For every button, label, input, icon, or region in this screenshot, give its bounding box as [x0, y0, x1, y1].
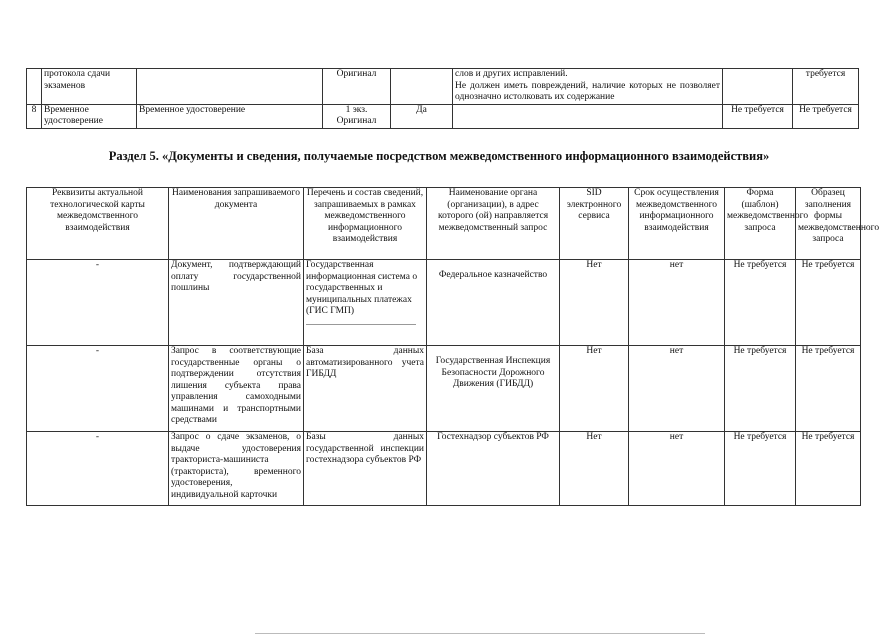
document-form-cell: [323, 104, 391, 128]
header-cell: Срок осуществления межведомственного информационного взаимодействия: [629, 188, 725, 260]
request-form-cell: Не требуется: [725, 432, 796, 506]
requested-info-cell: [304, 260, 427, 346]
header-cell: Образец заполнения формы межведомственного запроса: [796, 188, 861, 260]
header-cell: Наименование органа (организации), в адрес которого (ой) направляется межведомственный запрос: [427, 188, 560, 260]
document-name-cell: Временное удостоверение: [42, 104, 137, 128]
requested-document-cell: Документ, подтверждающий оплату государственной пошлины: [169, 260, 304, 346]
requisites-cell: -: [27, 432, 169, 506]
table-row: [27, 346, 861, 432]
sid-cell: Нет: [560, 432, 629, 506]
term-cell: нет: [629, 260, 725, 346]
sid-cell: Нет: [560, 260, 629, 346]
table-row: [27, 432, 861, 506]
previous-section-table: [26, 68, 859, 129]
table-row: [27, 104, 859, 128]
requested-document-cell: Запрос о сдаче экзаменов, о выдаче удостоверения тракториста-машиниста (тракториста), временного удостоверения, индивидуальной карточки: [169, 432, 304, 506]
template-cell: Не требуется: [723, 104, 793, 128]
requested-info-cell: Базы данных государственной инспекции гостехнадзора субъектов РФ: [304, 432, 427, 506]
sample-cell: требуется: [793, 69, 859, 105]
recipient-organization-cell: Гостехнадзор субъектов РФ: [427, 432, 560, 506]
interagency-table: [26, 187, 879, 506]
quantity-text: 1 экз.: [345, 104, 368, 115]
requirements-cell: [453, 69, 723, 105]
requested-info-cell: База данных автоматизированного учета ГИБДД: [304, 346, 427, 432]
request-form-cell: Не требуется: [725, 260, 796, 346]
condition-cell: [391, 69, 453, 105]
document-type-cell: [137, 69, 323, 105]
sid-cell: Нет: [560, 346, 629, 432]
condition-cell: Да: [391, 104, 453, 128]
form-text: Оригинал: [336, 116, 377, 126]
row-number-cell: 8: [27, 104, 42, 128]
header-cell: Наименования запрашиваемого документа: [169, 188, 304, 260]
header-cell: SID электронного сервиса: [560, 188, 629, 260]
requested-info-text: Государственная информационная система о государственных и муниципальных платежах (ГИС ГМП): [306, 260, 418, 316]
request-sample-cell: Не требуется: [796, 260, 861, 346]
section-title: Раздел 5. «Документы и сведения, получаемые посредством межведомственного информационного взаимодействия»: [108, 149, 770, 163]
table-header-row: [27, 188, 861, 260]
table-row: [27, 260, 861, 346]
requirements-line-1: слов и других исправлений.: [455, 69, 568, 79]
document-type-cell: Временное удостоверение: [137, 104, 323, 128]
template-cell: [723, 69, 793, 105]
document-form-cell: Оригинал: [323, 69, 391, 105]
header-cell: Реквизиты актуальной технологической карты межведомственного взаимодействия: [27, 188, 169, 260]
recipient-organization-cell: Государственная Инспекция Безопасности Дорожного Движения (ГИБДД): [427, 346, 560, 432]
term-cell: нет: [629, 432, 725, 506]
request-sample-cell: Не требуется: [796, 346, 861, 432]
sample-cell: Не требуется: [793, 104, 859, 128]
request-sample-cell: Не требуется: [796, 432, 861, 506]
requisites-cell: -: [27, 260, 169, 346]
header-cell: Перечень и состав сведений, запрашиваемых в рамках межведомственного информационного взаимодействия: [304, 188, 427, 260]
term-cell: нет: [629, 346, 725, 432]
divider: [306, 324, 416, 325]
table-row: [27, 69, 859, 105]
request-form-cell: Не требуется: [725, 346, 796, 432]
requirements-line-2: Не должен иметь повреждений, наличие которых не позволяет однозначно истолковать их содержание: [455, 80, 720, 102]
recipient-organization-cell: Федеральное казначейство: [427, 260, 560, 346]
document-name-cell: протокола сдачи экзаменов: [42, 69, 137, 105]
requested-document-cell: Запрос в соответствующие государственные органы о подтверждении отсутствия лишения субъекта права управления самоходными машинами и транспортными средствами: [169, 346, 304, 432]
scan-edge-line: [255, 633, 705, 634]
requirements-cell: [453, 104, 723, 128]
row-number-cell: [27, 69, 42, 105]
header-cell: Форма (шаблон) межведомственного запроса: [725, 188, 796, 260]
requisites-cell: -: [27, 346, 169, 432]
